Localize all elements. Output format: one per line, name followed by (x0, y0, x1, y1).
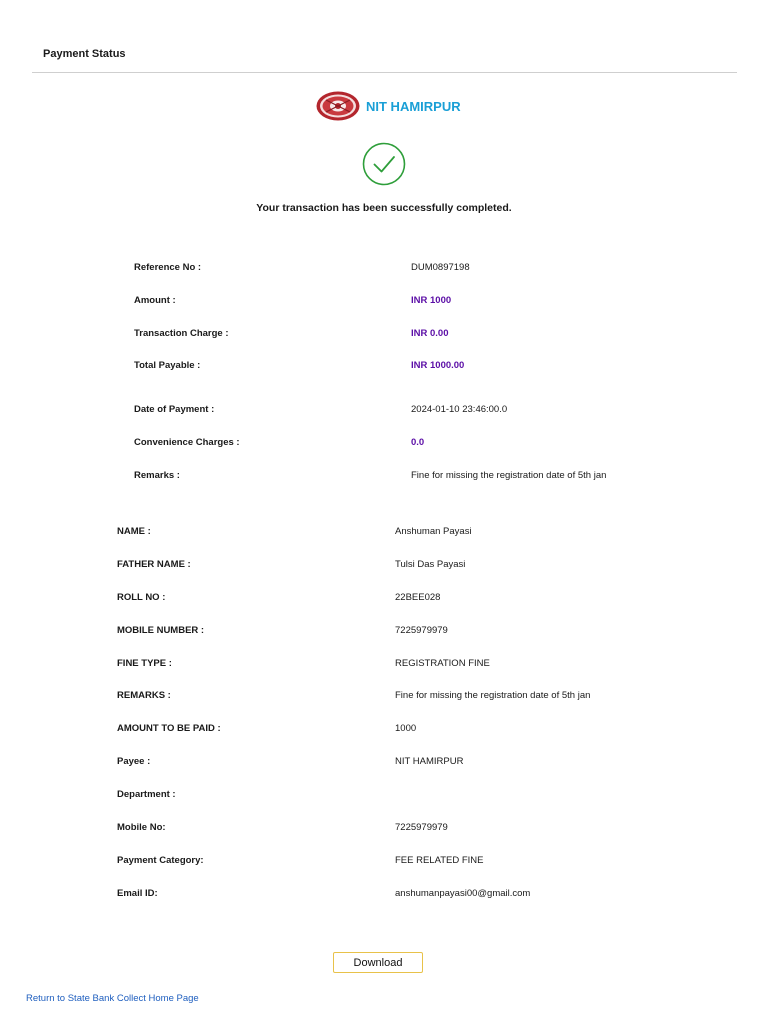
success-message: Your transaction has been successfully completed. (256, 202, 512, 214)
payment-category-row (117, 855, 617, 869)
detail-value: 7225979979 (395, 625, 448, 636)
detail-label: ROLL NO : (117, 592, 166, 603)
detail-value: 1000 (395, 723, 417, 734)
detail-label: Payment Category: (117, 855, 204, 866)
detail-label: Reference No : (134, 262, 202, 273)
father-name-row (117, 559, 617, 573)
payee-row (117, 756, 617, 770)
detail-value: anshumanpayasi00@gmail.com (395, 888, 531, 899)
detail-label: MOBILE NUMBER : (117, 625, 205, 636)
detail-value: FEE RELATED FINE (395, 855, 484, 866)
total-payable-row (134, 360, 634, 374)
detail-label: AMOUNT TO BE PAID : (117, 723, 221, 734)
amount-row (134, 295, 634, 309)
detail-value: NIT HAMIRPUR (395, 756, 464, 767)
page-header (32, 38, 737, 73)
detail-value: DUM0897198 (411, 262, 470, 273)
convenience-charges-row (134, 437, 634, 451)
detail-label: Transaction Charge : (134, 328, 229, 339)
detail-label: NAME : (117, 526, 151, 537)
return-home-link[interactable]: Return to State Bank Collect Home Page (26, 993, 199, 1004)
reference-no-row (134, 262, 634, 276)
detail-value: 7225979979 (395, 822, 448, 833)
detail-label: Convenience Charges : (134, 437, 240, 448)
roll-no-row (117, 592, 617, 606)
detail-label: Mobile No: (117, 822, 166, 833)
check-circle-icon (362, 142, 406, 186)
detail-label: Remarks : (134, 470, 180, 481)
institute-logo-icon (316, 91, 360, 121)
detail-value: 22BEE028 (395, 592, 441, 603)
detail-label: Payee : (117, 756, 151, 767)
detail-value: Fine for missing the registration date of 5th jan (395, 690, 591, 701)
detail-label: Date of Payment : (134, 404, 215, 415)
page-title: Payment Status (43, 48, 126, 60)
detail-label: Department : (117, 789, 176, 800)
amount-to-be-paid-row (117, 723, 617, 737)
detail-label: FINE TYPE : (117, 658, 172, 669)
detail-value: Anshuman Payasi (395, 526, 472, 537)
payer-remarks-row (117, 690, 617, 704)
mobile-no-row (117, 822, 617, 836)
detail-value: 0.0 (411, 437, 425, 448)
detail-value: INR 1000.00 (411, 360, 465, 371)
detail-value: Tulsi Das Payasi (395, 559, 466, 570)
detail-value: REGISTRATION FINE (395, 658, 490, 669)
institute-brand (316, 90, 461, 122)
department-row (117, 789, 617, 803)
detail-label: FATHER NAME : (117, 559, 191, 570)
fine-type-row (117, 658, 617, 672)
institute-name: NIT HAMIRPUR (366, 98, 461, 114)
detail-label: Total Payable : (134, 360, 201, 371)
download-button[interactable]: Download (333, 952, 423, 973)
detail-label: Email ID: (117, 888, 158, 899)
detail-value: Fine for missing the registration date of 5th jan (411, 470, 607, 481)
mobile-number-row (117, 625, 617, 639)
remarks-row (134, 470, 634, 484)
detail-label: REMARKS : (117, 690, 171, 701)
detail-label: Amount : (134, 295, 176, 306)
detail-value: INR 1000 (411, 295, 452, 306)
date-of-payment-row (134, 404, 634, 418)
transaction-charge-row (134, 328, 634, 342)
detail-value: 2024-01-10 23:46:00.0 (411, 404, 508, 415)
email-id-row (117, 888, 617, 902)
name-row (117, 526, 617, 540)
detail-value: INR 0.00 (411, 328, 449, 339)
